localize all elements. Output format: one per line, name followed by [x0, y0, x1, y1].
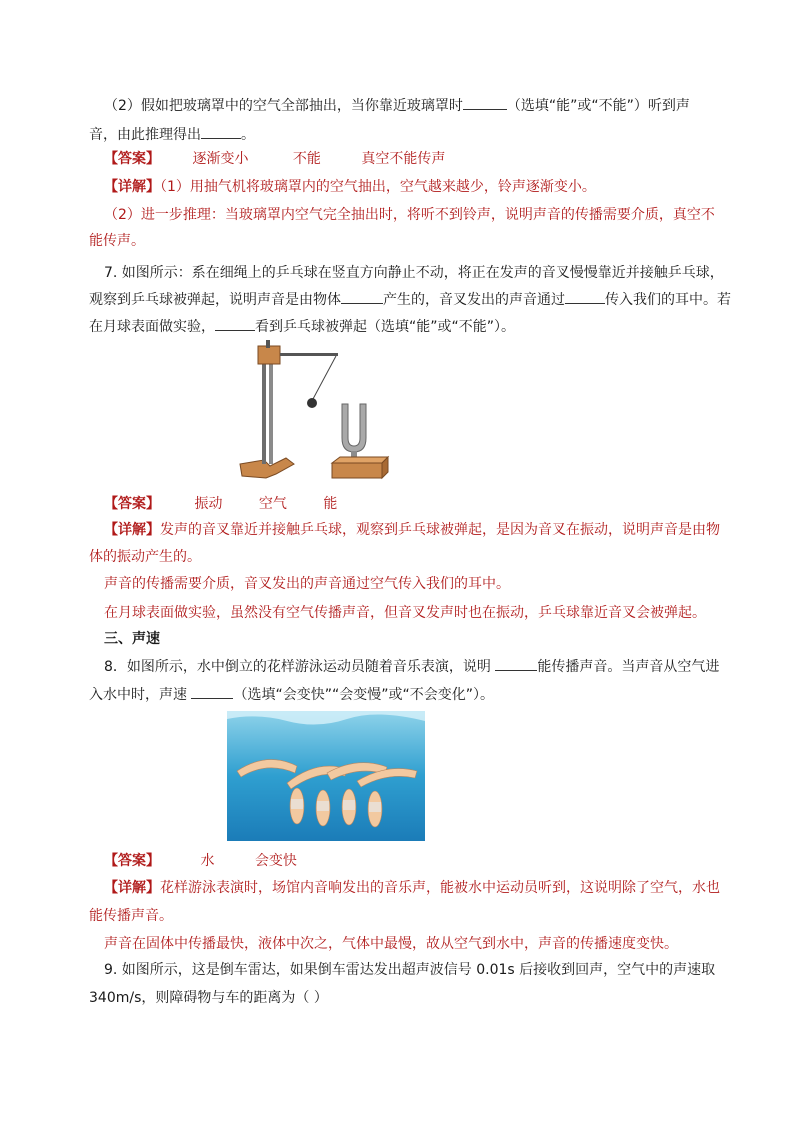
- q7-detail-line3: [104, 574, 510, 594]
- detail-text: （1）用抽气机将玻璃罩内的空气抽出，空气越来越少，铃声逐渐变小。: [160, 179, 596, 195]
- q7-detail-line1: [104, 520, 720, 540]
- q7-line1: [104, 263, 724, 283]
- q8-line1: [104, 656, 719, 677]
- detail-text: （2）进一步推理：当玻璃罩内空气完全抽出时，将听不到铃声，说明声音的传播需要介质，真空不: [104, 207, 715, 223]
- q7-answer-line: [104, 494, 337, 514]
- q8-text: 8．如图所示，水中倒立的花样游泳运动员随着音乐表演，说明: [104, 659, 496, 675]
- q8-text: 入水中时，声速: [89, 687, 192, 703]
- q6-part2-line2: [89, 124, 255, 145]
- q8-answer-line: [104, 851, 297, 871]
- q7-blank-2: [565, 289, 605, 304]
- q8-text: （选填“会变快”“会变慢”或“不会变化”）。: [233, 687, 494, 703]
- detail-text: 声音在固体中传播最快，液体中次之，气体中最慢，故从空气到水中，声音的传播速度变快。: [104, 936, 678, 952]
- answer-value: 水: [200, 853, 215, 869]
- q7-text: 7. 如图所示：系在细绳上的乒乓球在竖直方向静止不动，将正在发声的音叉慢慢靠近并接触乒乓球，: [104, 265, 724, 281]
- q9-text: 340m/s，则障碍物与车的距离为（ ）: [89, 990, 328, 1006]
- q9-line2: [89, 988, 328, 1008]
- answer-value: 会变快: [254, 853, 297, 869]
- q6-detail-line3: [89, 231, 145, 251]
- answer-label: 【答案】: [104, 151, 160, 167]
- answer-value: 逐渐变小: [192, 151, 249, 167]
- q7-line2: [89, 289, 731, 310]
- answer-value: 振动: [194, 496, 223, 512]
- q8-text: 能传播声音。当声音从空气进: [537, 659, 720, 675]
- q8-detail-line1: [104, 878, 720, 898]
- q6-detail-line2: [104, 205, 715, 225]
- q7-blank-1: [341, 289, 383, 304]
- synchronized-swimming-photo: [227, 711, 425, 841]
- q7-text: 在月球表面做实验，: [89, 319, 215, 335]
- q9-line1: [104, 960, 715, 980]
- q9-text: 9. 如图所示，这是倒车雷达，如果倒车雷达发出超声波信号 0.01s 后接收到回声，空气中的声速取: [104, 962, 716, 978]
- q6-part2-text-a: （2）假如把玻璃罩中的空气全部抽出，当你靠近玻璃罩时: [104, 98, 463, 114]
- detail-label: 【详解】: [104, 179, 160, 195]
- q6-part2-text-c: 音，由此推理得出: [89, 127, 201, 143]
- detail-text: 在月球表面做实验，虽然没有空气传播声音，但音叉发声时也在振动，乒乓球靠近音叉会被弹起。: [104, 605, 706, 621]
- answer-value: 能: [323, 496, 338, 512]
- q8-detail-line2: [89, 906, 173, 926]
- q8-blank-1: [495, 656, 537, 671]
- detail-text: 花样游泳表演时，场馆内音响发出的音乐声，能被水中运动员听到，这说明除了空气，水也: [160, 880, 720, 896]
- detail-text: 声音的传播需要介质，音叉发出的声音通过空气传入我们的耳中。: [104, 576, 510, 592]
- q7-detail-line2: [89, 547, 201, 567]
- q7-blank-3: [215, 316, 255, 331]
- q8-line2: [89, 684, 494, 705]
- detail-text: 体的振动产生的。: [89, 549, 201, 565]
- q7-line3: [89, 316, 515, 337]
- q7-text: 看到乒乓球被弹起（选填“能”或“不能”）。: [255, 319, 516, 335]
- section-header: [104, 629, 160, 649]
- answer-value: 真空不能传声: [361, 151, 446, 167]
- answer-value: 空气: [258, 496, 287, 512]
- answer-label: 【答案】: [104, 853, 160, 869]
- q7-detail-line4: [104, 603, 706, 623]
- q6-part2-text-b: （选填“能”或“不能”）听到声: [506, 98, 690, 114]
- detail-text: 发声的音叉靠近并接触乒乓球，观察到乒乓球被弹起，是因为音叉在振动，说明声音是由物: [160, 522, 720, 538]
- detail-label: 【详解】: [104, 880, 160, 896]
- answer-label: 【答案】: [104, 496, 160, 512]
- detail-label: 【详解】: [104, 522, 160, 538]
- detail-text: 能传播声音。: [89, 908, 173, 924]
- q6-blank-2: [201, 124, 241, 139]
- tuning-fork-figure: [236, 338, 396, 486]
- q8-detail-line3: [104, 934, 678, 954]
- q7-text: 产生的，音叉发出的声音通过: [383, 292, 565, 308]
- q7-text: 观察到乒乓球被弹起，说明声音是由物体: [89, 292, 341, 308]
- q6-answer-line: [104, 149, 445, 169]
- detail-text: 能传声。: [89, 233, 145, 249]
- answer-value: 不能: [292, 151, 321, 167]
- q6-blank-1: [463, 95, 507, 110]
- section-title: 三、声速: [104, 631, 160, 647]
- q6-part2-line1: [104, 95, 690, 116]
- q7-text: 传入我们的耳中。若: [605, 292, 731, 308]
- q6-detail-line1: [104, 177, 596, 197]
- q6-part2-text-d: 。: [241, 127, 255, 143]
- q8-blank-2: [191, 684, 233, 699]
